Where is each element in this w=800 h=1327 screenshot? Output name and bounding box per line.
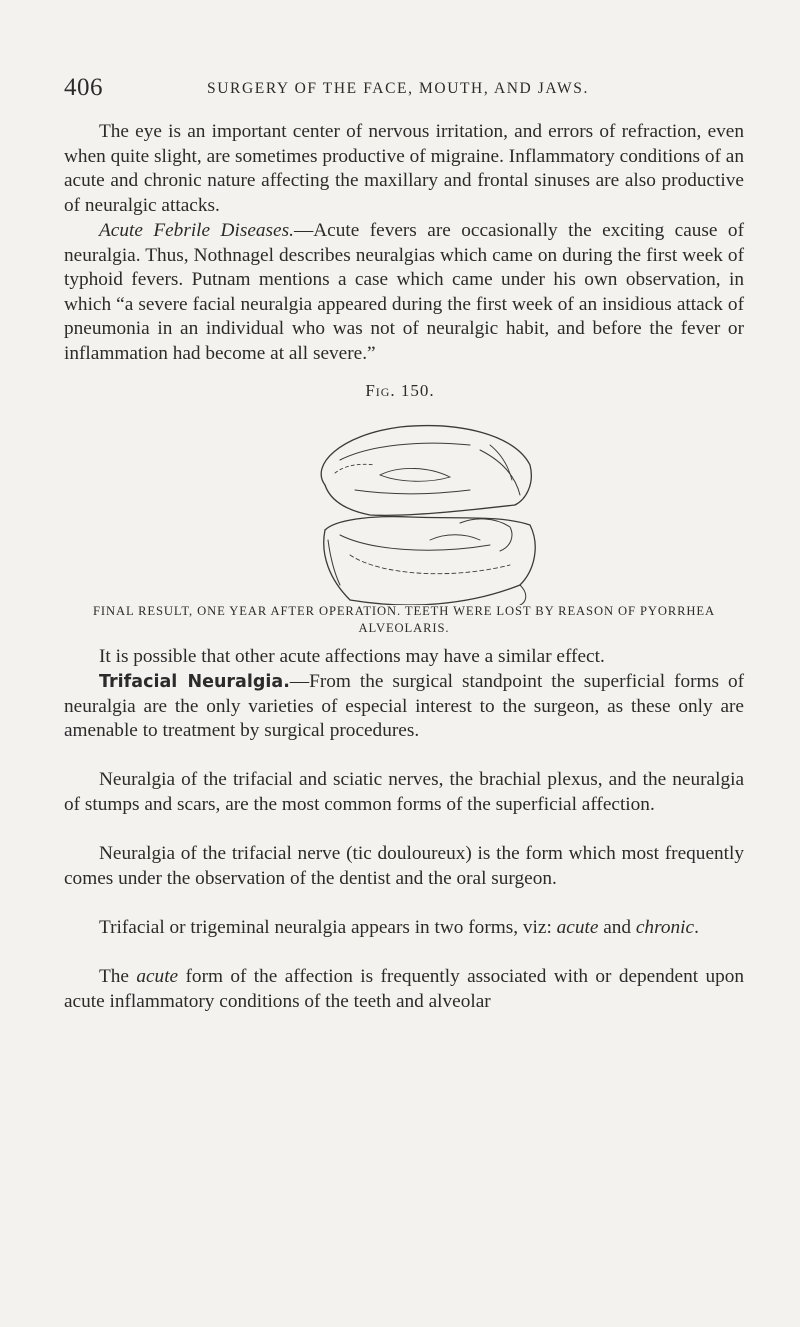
heading-trifacial-neuralgia: Trifacial Neuralgia.: [99, 672, 290, 692]
paragraph-acute-febrile-body: —Acute fevers are occasionally the exciting cause of neuralgia. Thus, Nothnagel describes neuralgias which came on during the first week of typhoid fevers. Putnam mentions a case which came under his own observation, in which “a severe facial neuralgia appeared during the first week of an insidious attack of pneumonia in an individual who was not of neuralgic habit, and before the fever or inflammation had become at all severe.”: [64, 220, 744, 364]
term-acute-form: acute: [136, 966, 179, 987]
paragraph-trifacial-body: —From the surgical standpoint the superficial forms of neuralgia are the only varieties of especial interest to the surgeon, as these only are amenable to treatment by surgical procedures.: [64, 671, 745, 742]
jaw-illustration: [230, 405, 590, 605]
text-the: The: [99, 966, 137, 987]
figure-label: Fig. 150.: [365, 381, 435, 400]
text-two-forms: Trifacial or trigeminal neuralgia appears in two forms, viz:: [99, 917, 557, 938]
running-head: SURGERY OF THE FACE, MOUTH, AND JAWS.: [207, 80, 589, 97]
paragraph-common-forms: Neuralgia of the trifacial and sciatic nerves, the brachial plexus, and the neuralgia of stumps and scars, are the most common forms of the superficial affection.: [64, 769, 744, 815]
heading-acute-febrile-diseases: Acute Febrile Diseases.: [99, 220, 294, 241]
text-acute-form-body: form of the affection is frequently associated with or dependent upon acute inflammatory conditions of the teeth and alveolar: [64, 966, 745, 1012]
term-chronic: chronic: [635, 917, 695, 938]
figure-caption: FINAL RESULT, ONE YEAR AFTER OPERATION. TEETH WERE LOST BY REASON OF PYORRHEA ALVEOLARIS.: [92, 604, 716, 635]
paragraph-tic-douloureux: Neuralgia of the trifacial nerve (tic douloureux) is the form which most frequently comes under the observation of the dentist and the oral surgeon.: [64, 843, 744, 889]
paragraph-other-acute: It is possible that other acute affections may have a similar effect.: [99, 646, 605, 667]
page-header: [64, 74, 744, 110]
text-period: .: [694, 917, 699, 938]
term-acute: acute: [556, 917, 599, 938]
paragraph-acute-febrile: [64, 219, 744, 367]
paragraph-two-forms: [64, 916, 744, 941]
paragraph-acute-form: [64, 965, 744, 1014]
paragraph-eye-irritation: The eye is an important center of nervous irritation, and errors of refraction, even when quite slight, are sometimes productive of migraine. Inflammatory conditions of an acute and chronic nature affecting the maxillary and frontal sinuses are also productive of neuralgic attacks.: [64, 121, 744, 216]
page-number: 406: [64, 74, 103, 101]
jaw-sketch-icon: [230, 405, 590, 605]
paragraph-trifacial: [64, 670, 744, 744]
text-and: and: [598, 917, 636, 938]
